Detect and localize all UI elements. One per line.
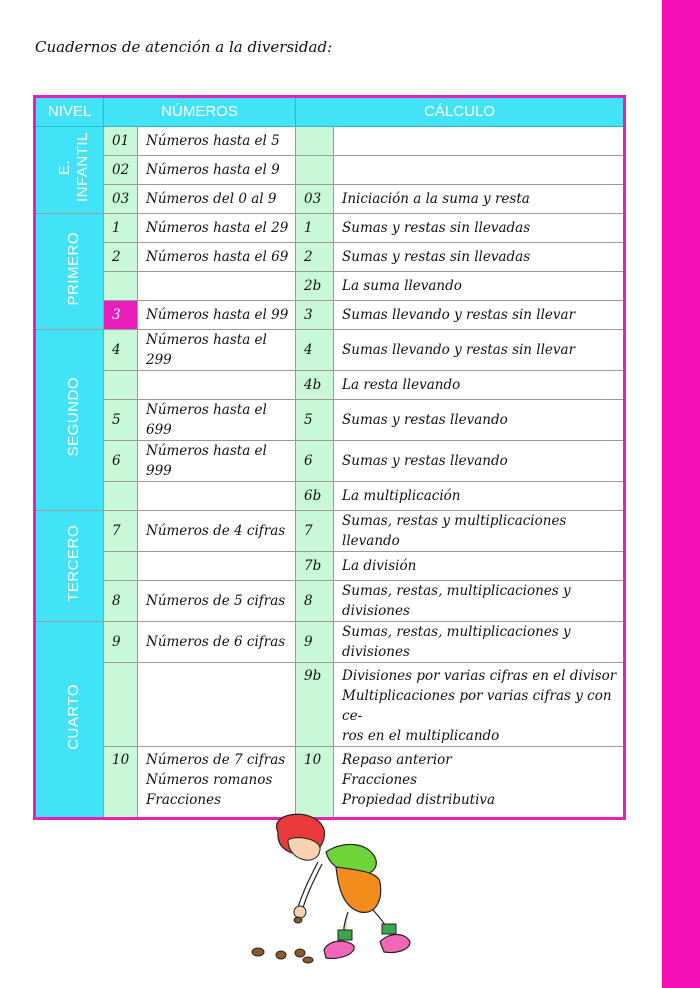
header-numeros: NÚMEROS: [104, 97, 296, 127]
numeros-code: 01: [104, 127, 138, 156]
calculo-title: [334, 747, 625, 819]
calculo-title: La división: [334, 552, 625, 581]
numeros-title: Números hasta el 69: [138, 243, 296, 272]
numeros-code: [104, 482, 138, 511]
table-row: [35, 371, 625, 400]
table-row: [35, 185, 625, 214]
table-row: [35, 622, 625, 663]
level-cuarto: [35, 622, 104, 819]
table-row: [35, 663, 625, 747]
numeros-title: Números hasta el 299: [138, 330, 296, 371]
level-label: CUARTO: [64, 683, 82, 750]
calculo-title: Sumas y restas sin llevadas: [334, 214, 625, 243]
numeros-code: 4: [104, 330, 138, 371]
calculo-title: Sumas, restas y multiplicaciones llevando: [334, 511, 625, 552]
calculo-code: 2: [296, 243, 334, 272]
level-label: SEGUNDO: [64, 377, 82, 457]
numeros-code: 02: [104, 156, 138, 185]
calculo-title: [334, 127, 625, 156]
side-color-band: [662, 0, 700, 988]
calculo-code: [296, 156, 334, 185]
numeros-code: [104, 371, 138, 400]
table-row: [35, 214, 625, 243]
numeros-code: 1: [104, 214, 138, 243]
calculo-line: Propiedad distributiva: [342, 792, 496, 808]
numeros-title: [138, 552, 296, 581]
calculo-code: 7: [296, 511, 334, 552]
level-primero: [35, 214, 104, 330]
curriculum-table: [33, 95, 626, 820]
calculo-code: 6: [296, 441, 334, 482]
calculo-title: Iniciación a la suma y resta: [334, 185, 625, 214]
calculo-line: Fracciones: [342, 772, 418, 788]
cartoon-child-illustration: [248, 812, 423, 972]
numeros-code: 8: [104, 581, 138, 622]
numeros-code: 9: [104, 622, 138, 663]
numeros-line: Números de 7 cifras: [146, 752, 286, 768]
numeros-code: 03: [104, 185, 138, 214]
calculo-title: Sumas llevando y restas sin llevar: [334, 301, 625, 330]
numeros-code: [104, 552, 138, 581]
table-row: [35, 581, 625, 622]
level-label: PRIMERO: [64, 231, 82, 306]
numeros-code: 5: [104, 400, 138, 441]
numeros-title: Números de 4 cifras: [138, 511, 296, 552]
table-row: [35, 301, 625, 330]
numeros-title: [138, 747, 296, 819]
numeros-title: Números hasta el 699: [138, 400, 296, 441]
level-tercero: [35, 511, 104, 622]
numeros-code: 10: [104, 747, 138, 819]
table-row: [35, 330, 625, 371]
calculo-title: Sumas, restas, multiplicaciones y divisiones: [334, 581, 625, 622]
numeros-title: Números hasta el 29: [138, 214, 296, 243]
numeros-title: Números del 0 al 9: [138, 185, 296, 214]
calculo-code: 8: [296, 581, 334, 622]
numeros-title: Números de 5 cifras: [138, 581, 296, 622]
calculo-title: Sumas y restas llevando: [334, 441, 625, 482]
numeros-title: [138, 663, 296, 747]
calculo-code: 7b: [296, 552, 334, 581]
calculo-code: [296, 127, 334, 156]
calculo-line: Repaso anterior: [342, 752, 452, 768]
numeros-line: Fracciones: [146, 792, 222, 808]
calculo-code: 9: [296, 622, 334, 663]
numeros-code-highlighted: 3: [104, 301, 138, 330]
calculo-code: 6b: [296, 482, 334, 511]
numeros-code: [104, 663, 138, 747]
calculo-title: La resta llevando: [334, 371, 625, 400]
calculo-title: Sumas llevando y restas sin llevar: [334, 330, 625, 371]
numeros-title: Números hasta el 999: [138, 441, 296, 482]
numeros-title: [138, 272, 296, 301]
calculo-code: 9b: [296, 663, 334, 747]
calculo-code: 3: [296, 301, 334, 330]
numeros-code: 7: [104, 511, 138, 552]
calculo-title: Sumas y restas sin llevadas: [334, 243, 625, 272]
calculo-title: Sumas, restas, multiplicaciones y divisiones: [334, 622, 625, 663]
numeros-title: Números hasta el 9: [138, 156, 296, 185]
table-row: [35, 511, 625, 552]
calculo-code: 1: [296, 214, 334, 243]
numeros-title: Números hasta el 99: [138, 301, 296, 330]
level-label: E. INFANTIL: [55, 132, 91, 202]
calculo-code: 4: [296, 330, 334, 371]
calculo-title: Sumas y restas llevando: [334, 400, 625, 441]
table-row: [35, 400, 625, 441]
calculo-line: Divisiones por varias cifras en el divisor: [342, 668, 617, 684]
page-title: Cuadernos de atención a la diversidad:: [35, 38, 333, 56]
header-nivel: NIVEL: [35, 97, 104, 127]
table-row: [35, 482, 625, 511]
table-header-row: [35, 97, 625, 127]
calculo-code: 03: [296, 185, 334, 214]
calculo-code: 4b: [296, 371, 334, 400]
table-row: [35, 747, 625, 819]
calculo-code: 10: [296, 747, 334, 819]
table-row: [35, 127, 625, 156]
numeros-title: Números de 6 cifras: [138, 622, 296, 663]
calculo-title: [334, 663, 625, 747]
numeros-line: Números romanos: [146, 772, 273, 788]
numeros-title: [138, 482, 296, 511]
table-row: [35, 441, 625, 482]
table-row: [35, 552, 625, 581]
table-row: [35, 243, 625, 272]
header-calculo: CÁLCULO: [296, 97, 625, 127]
calculo-title: La suma llevando: [334, 272, 625, 301]
calculo-line: ros en el multiplicando: [342, 728, 500, 744]
level-segundo: [35, 330, 104, 511]
calculo-code: 2b: [296, 272, 334, 301]
numeros-code: [104, 272, 138, 301]
calculo-title: La multiplicación: [334, 482, 625, 511]
level-infantil: [35, 127, 104, 214]
numeros-code: 6: [104, 441, 138, 482]
calculo-code: 5: [296, 400, 334, 441]
calculo-title: [334, 156, 625, 185]
level-label: TERCERO: [64, 524, 82, 602]
table-row: [35, 272, 625, 301]
numeros-title: Números hasta el 5: [138, 127, 296, 156]
numeros-title: [138, 371, 296, 400]
numeros-code: 2: [104, 243, 138, 272]
calculo-line: Multiplicaciones por varias cifras y con ce-: [342, 688, 612, 724]
table-row: [35, 156, 625, 185]
